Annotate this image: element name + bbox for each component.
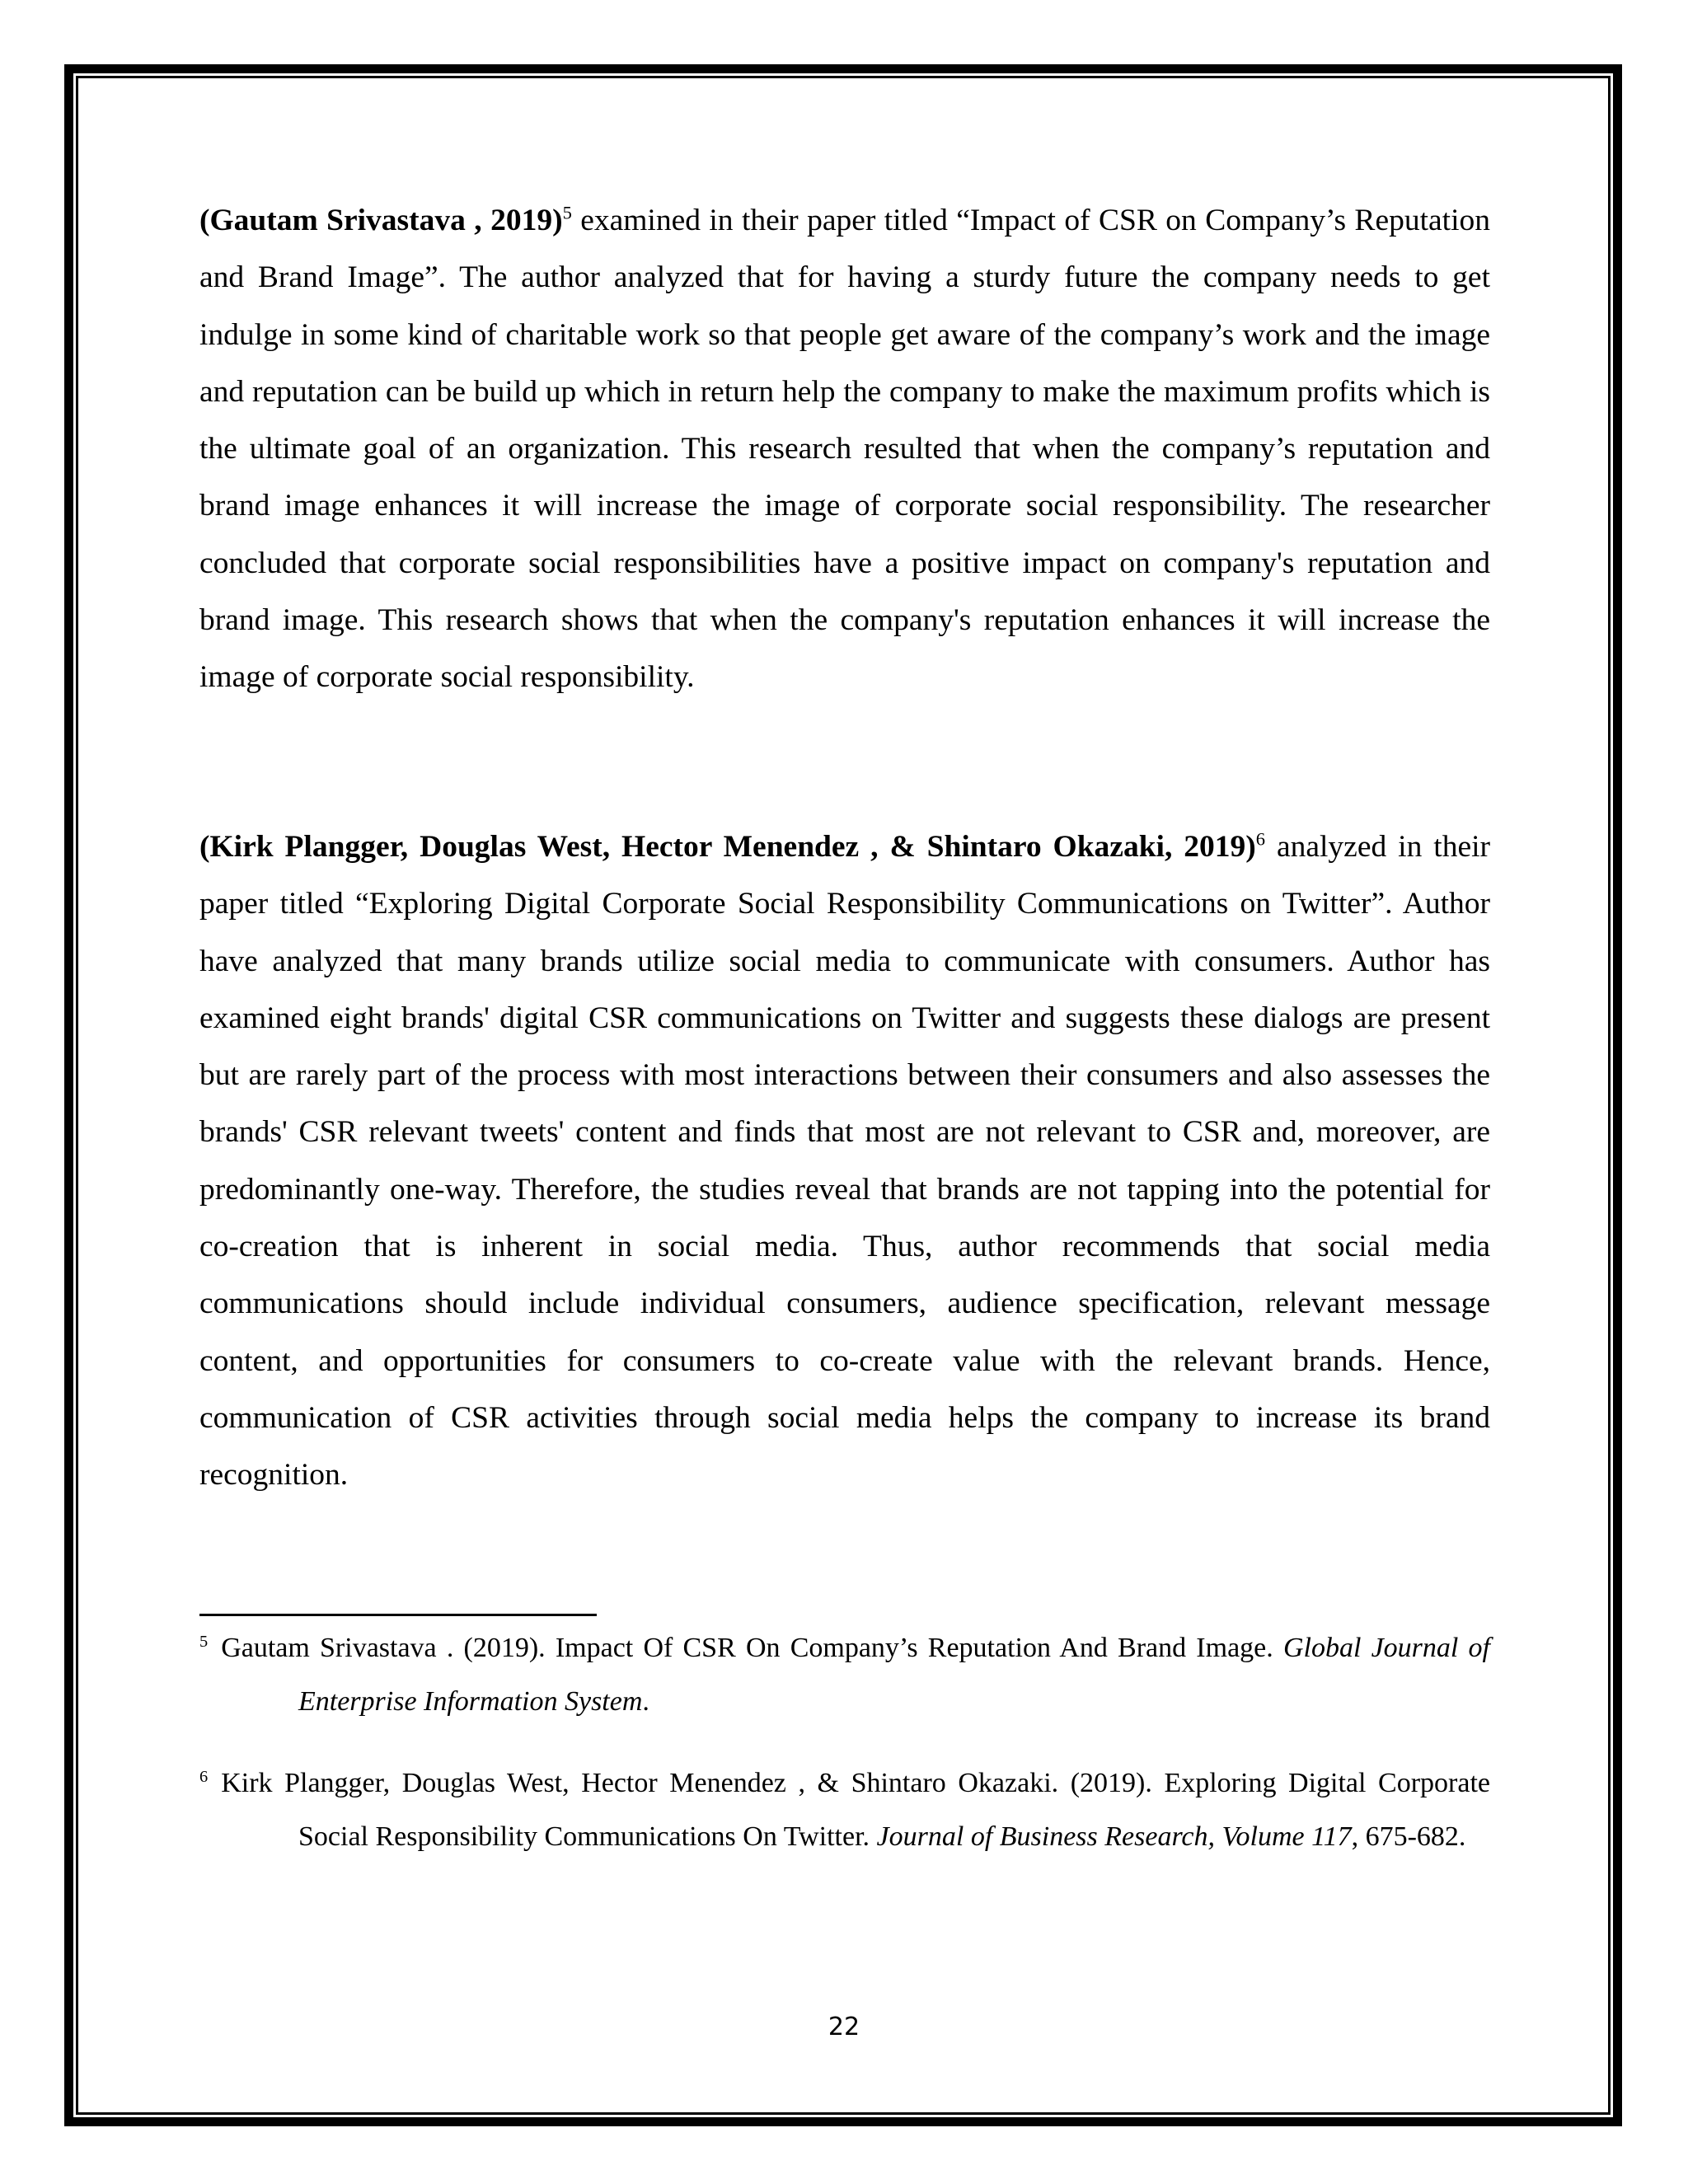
footnote-text: Gautam Srivastava . (2019). Impact Of CSR On Company’s Reputation And Brand Image. xyxy=(221,1633,1283,1663)
citation-author: (Gautam Srivastava , 2019) xyxy=(199,204,563,237)
footnote-ref-6[interactable]: 6 xyxy=(1255,828,1266,850)
footnote-6 xyxy=(199,1756,1490,1863)
footnote-journal: Journal of Business Research, Volume 117 xyxy=(876,1821,1352,1852)
citation-author: (Kirk Plangger, Douglas West, Hector Menendez , & Shintaro Okazaki, 2019) xyxy=(199,830,1256,864)
footnote-tail: , 675-682. xyxy=(1351,1821,1466,1852)
paragraph-text: analyzed in their paper titled “Exploring Digital Corporate Social Responsibility Communications on Twitter”. Author have analyzed that many brands utilize social media to communicate with consumers. Author has examined eight brands' digital CSR communications on Twitter and suggests these dialogs are present but are rarely part of the process with most interactions between their consumers and also assesses the brands' CSR relevant tweets' content and finds that most are not relevant to CSR and, moreover, are predominantly one-way. Therefore, the studies reveal that brands are not tapping into the potential for co-creation that is inherent in social media. Thus, author recommends that social media communications should include individual consumers, audience specification, relevant message content, and opportunities for consumers to co-create value with the relevant brands. Hence, communication of CSR activities through social media helps the company to increase its brand recognition. xyxy=(199,830,1490,1493)
footnote-ref-5[interactable]: 5 xyxy=(562,202,572,223)
footnote-tail: . xyxy=(642,1686,649,1717)
body-paragraph-2 xyxy=(199,818,1490,1504)
footnote-text: Kirk Plangger, Douglas West, Hector Menendez , & Shintaro Okazaki. (2019). Exploring Digital Corporate Social Responsibility Communications On Twitter. xyxy=(221,1768,1490,1852)
footnote-separator xyxy=(199,1614,597,1616)
footnote-mark: 6 xyxy=(199,1767,209,1786)
page-number: 22 xyxy=(828,2013,860,2041)
paragraph-text: examined in their paper titled “Impact of CSR on Company’s Reputation and Brand Image”. The author analyzed that for having a sturdy future the company needs to get indulge in some kind of charitable work so that people get aware of the company’s work and the image and reputation can be build up which in return help the company to make the maximum profits which is the ultimate goal of an organization. This research resulted that when the company’s reputation and brand image enhances it will increase the image of corporate social responsibility. The researcher concluded that corporate social responsibilities have a positive impact on company's reputation and brand image. This research shows that when the company's reputation enhances it will increase the image of corporate social responsibility. xyxy=(199,204,1490,695)
body-paragraph-1 xyxy=(199,192,1490,706)
footnote-mark: 5 xyxy=(199,1632,209,1651)
footnote-journal: Global Journal of Enterprise Information System xyxy=(298,1633,1490,1717)
footnote-5 xyxy=(199,1621,1490,1728)
